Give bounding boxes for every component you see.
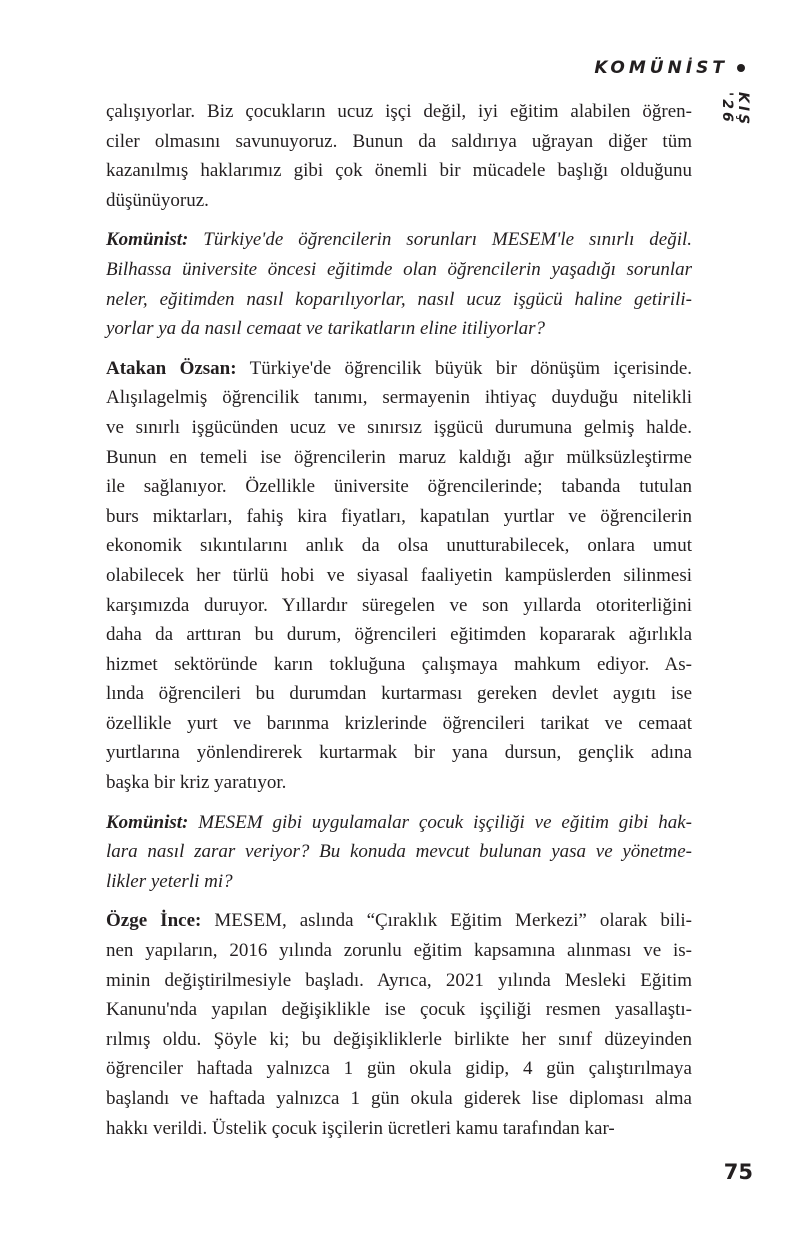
text-line	[106, 225, 692, 255]
line-text: ve sınırlı işgücünden ucuz ve sınırsız işgücü durumuna gelmiş halde.	[106, 416, 692, 438]
speaker-name: Özge İnce:	[106, 910, 202, 932]
interview-question	[106, 808, 692, 897]
text-line	[106, 443, 692, 473]
running-header	[594, 58, 745, 78]
text-line	[106, 285, 692, 315]
text-line	[106, 768, 692, 798]
text-line	[106, 936, 692, 966]
text-line	[106, 472, 692, 502]
line-text: Türkiye'de öğrencilerin sorunları MESEM'le sınırlı değil.	[188, 229, 692, 251]
text-line	[106, 966, 692, 996]
line-text: başka bir kriz yaratıyor.	[106, 772, 287, 794]
text-line	[106, 1114, 692, 1144]
line-text: ile sağlanıyor. Özellikle üniversite öğrencilerinde; tabanda tutulan	[106, 476, 692, 498]
text-line	[106, 620, 692, 650]
line-text: ekonomik sıkıntılarını anlık da olsa unutturabilecek, onlara umut	[106, 535, 692, 557]
text-line	[106, 561, 692, 591]
line-text: düşünüyoruz.	[106, 189, 209, 211]
text-line	[106, 97, 692, 127]
text-line	[106, 906, 692, 936]
speaker-name: Komünist:	[106, 811, 189, 833]
line-text: özellikle yurt ve barınma krizlerinde öğrencileri tarikat ve cemaat	[106, 712, 692, 734]
text-line	[106, 314, 692, 344]
text-line	[106, 127, 692, 157]
line-text: burs miktarları, fahiş kira fiyatları, kapatılan yurtlar ve öğrencilerin	[106, 505, 692, 527]
line-text: lara nasıl zarar veriyor? Bu konuda mevcut bulunan yasa ve yönetme-	[106, 841, 692, 863]
interview-question	[106, 225, 692, 343]
magazine-title: KOMÜNİST	[594, 58, 728, 78]
line-text: nen yapıların, 2016 yılında zorunlu eğitim kapsamına alınması ve is-	[106, 940, 692, 962]
text-line	[106, 679, 692, 709]
text-line	[106, 591, 692, 621]
line-text: Alışılagelmiş öğrencilik tanımı, sermayenin ihtiyaç duyduğu nitelikli	[106, 387, 692, 409]
line-text: ciler olmasını savunuyoruz. Bunun da saldırıya uğrayan diğer tüm	[106, 130, 692, 152]
line-text: MESEM gibi uygulamalar çocuk işçiliği ve eğitim gibi hak-	[188, 811, 692, 833]
line-text: yurtlarına yönlendirerek kurtarmak bir yana dursun, gençlik adına	[106, 742, 692, 764]
text-line	[106, 738, 692, 768]
line-text: yorlar ya da nasıl cemaat ve tarikatların eline itiliyorlar?	[106, 318, 546, 340]
line-text: minin değiştirilmesiyle başladı. Ayrıca, 2021 yılında Mesleki Eğitim	[106, 969, 692, 991]
line-text: Kanunu'nda yapılan değişiklikle ise çocuk işçiliği resmen yasallaştı-	[106, 999, 692, 1021]
line-text: rılmış oldu. Şöyle ki; bu değişikliklerle birlikte her sınıf düzeyinden	[106, 1028, 692, 1050]
page-number: 75	[723, 1160, 753, 1184]
text-line	[106, 383, 692, 413]
line-text: olabilecek her türlü hobi ve siyasal faaliyetin kampüslerden silinmesi	[106, 564, 692, 586]
text-line	[106, 413, 692, 443]
text-line	[106, 709, 692, 739]
text-line	[106, 531, 692, 561]
line-text: Bunun en temeli ise öğrencilerin maruz kaldığı ağır mülksüzleştirme	[106, 446, 692, 468]
text-line	[106, 1084, 692, 1114]
line-text: daha da arttıran bu durum, öğrencileri eğitimden kopararak ağırlıkla	[106, 624, 692, 646]
text-line	[106, 808, 692, 838]
text-line	[106, 255, 692, 285]
text-line	[106, 650, 692, 680]
text-line	[106, 186, 692, 216]
line-text: öğrenciler haftada yalnızca 1 gün okula gidip, 4 gün çalıştırılmaya	[106, 1058, 692, 1080]
line-text: hizmet sektöründe karın tokluğuna çalışmaya mahkum ediyor. As-	[106, 653, 692, 675]
text-line	[106, 995, 692, 1025]
text-line	[106, 1025, 692, 1055]
issue-season: KIŞ '26	[719, 92, 751, 128]
line-text: karşımızda duruyor. Yıllardır süregelen ve son yıllarda otoriterliğini	[106, 594, 692, 616]
line-text: likler yeterli mi?	[106, 870, 233, 892]
line-text: başlandı ve haftada yalnızca 1 gün okula giderek lise diploması alma	[106, 1088, 692, 1109]
text-line	[106, 354, 692, 384]
line-text: Bilhassa üniversite öncesi eğitimde olan öğrencilerin yaşadığı sorunlar	[106, 258, 692, 280]
text-line	[106, 502, 692, 532]
line-text: hakkı verildi. Üstelik çocuk işçilerin ücretleri kamu tarafından kar-	[106, 1117, 615, 1139]
line-text: lında öğrencileri bu durumdan kurtarması gereken devlet aygıtı ise	[106, 683, 692, 705]
issue-label	[720, 92, 750, 162]
text-line	[106, 156, 692, 186]
text-line	[106, 837, 692, 867]
interview-answer	[106, 906, 692, 1143]
article-body	[106, 97, 692, 1153]
text-line	[106, 1054, 692, 1084]
line-text: MESEM, aslında “Çıraklık Eğitim Merkezi” olarak bili-	[201, 910, 692, 932]
bullet-dot-icon	[737, 64, 745, 72]
line-text: Türkiye'de öğrencilik büyük bir dönüşüm içerisinde.	[236, 357, 692, 379]
interview-answer	[106, 354, 692, 798]
text-line	[106, 867, 692, 897]
line-text: neler, eğitimden nasıl koparılıyorlar, nasıl ucuz işgücü haline getirili-	[106, 288, 692, 310]
line-text: kazanılmış haklarımız gibi çok önemli bir mücadele başlığı olduğunu	[106, 160, 692, 182]
line-text: çalışıyorlar. Biz çocukların ucuz işçi değil, iyi eğitim alabilen öğren-	[106, 101, 692, 122]
speaker-name: Komünist:	[106, 229, 189, 251]
interview-answer	[106, 97, 692, 215]
speaker-name: Atakan Özsan:	[106, 357, 237, 379]
